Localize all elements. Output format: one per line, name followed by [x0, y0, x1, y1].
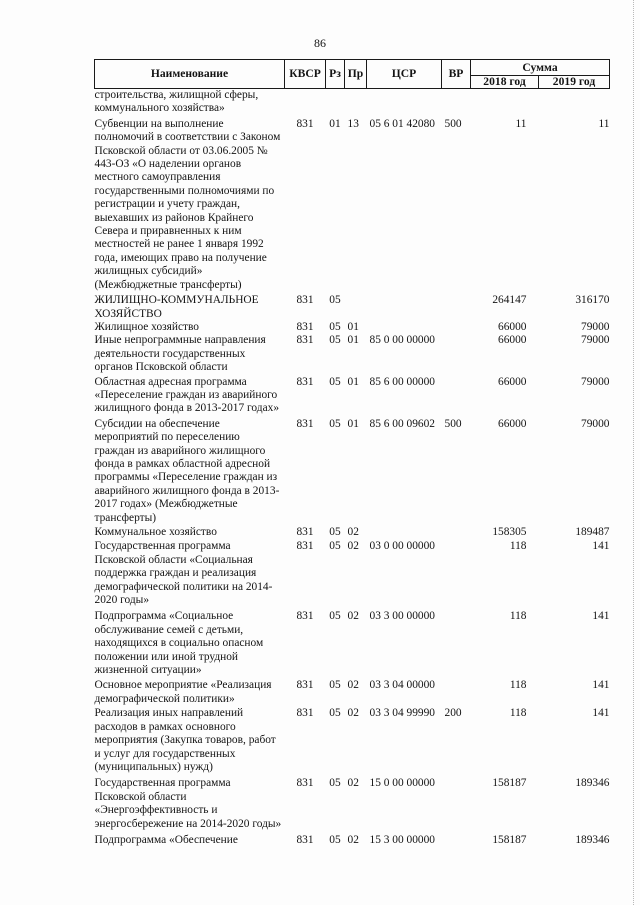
cell-s2019: 79000	[581, 334, 610, 347]
cell-vr	[442, 292, 471, 321]
table-row	[95, 89, 610, 116]
cell-vr	[442, 89, 471, 116]
table-row	[95, 416, 610, 525]
header-vr: ВР	[442, 60, 471, 89]
cell-s2019: 141	[592, 610, 610, 623]
cell-vr	[442, 334, 471, 374]
cell-csr: 05 6 01 42080	[369, 117, 435, 130]
cell-csr	[367, 292, 442, 321]
header-sum: Сумма	[471, 60, 610, 76]
cell-name: Областная адресная программа «Переселение граждан из аварийного жилищного фонда в 2013-2017 годах»	[94, 375, 280, 415]
cell-rz: 05	[329, 294, 341, 307]
cell-rz: 05	[329, 334, 341, 347]
table-row	[95, 677, 610, 706]
cell-s2019: 79000	[581, 417, 610, 430]
cell-pr: 02	[347, 679, 359, 692]
cell-kvsr: 831	[296, 334, 314, 347]
cell-rz	[326, 89, 345, 116]
cell-rz: 05	[329, 375, 341, 388]
header-name: Наименование	[95, 60, 285, 89]
page-number: 86	[314, 36, 326, 50]
cell-kvsr: 831	[296, 833, 314, 846]
table-row	[95, 116, 610, 292]
cell-rz: 05	[329, 320, 341, 333]
cell-vr	[442, 831, 471, 847]
cell-kvsr: 831	[296, 707, 314, 720]
cell-kvsr: 831	[296, 777, 314, 790]
cell-csr: 15 3 00 00000	[369, 833, 435, 846]
cell-pr: 01	[347, 417, 359, 430]
cell-pr: 02	[347, 707, 359, 720]
cell-name: Государственная программа Псковской области «Социальная поддержка граждан и реализация демографической политики на 2014-2020 годы»	[94, 540, 273, 607]
table-row	[95, 706, 610, 774]
cell-s2019: 316170	[575, 294, 610, 307]
cell-csr: 15 0 00 00000	[369, 777, 435, 790]
cell-csr: 85 6 00 09602	[369, 417, 435, 430]
cell-pr: 02	[347, 526, 359, 538]
table-row	[95, 607, 610, 677]
cell-kvsr: 831	[296, 375, 314, 388]
cell-pr: 01	[347, 375, 359, 388]
cell-csr: 03 3 04 00000	[369, 679, 435, 692]
cell-vr	[442, 774, 471, 831]
cell-name: Основное мероприятие «Реализация демографической политики»	[94, 679, 272, 705]
cell-csr: 85 6 00 00000	[369, 375, 435, 388]
cell-vr	[442, 677, 471, 706]
cell-vr	[442, 525, 471, 539]
table-row	[95, 292, 610, 321]
cell-rz: 05	[329, 707, 341, 720]
cell-name: Реализация иных направлений расходов в рамках основного мероприятия (Закупка товаров, работ и услуг для государственных (муниципальных) нужд)	[94, 707, 276, 773]
cell-s2019: 79000	[581, 320, 610, 333]
cell-pr	[345, 89, 367, 116]
cell-kvsr	[285, 89, 326, 116]
cell-rz: 05	[329, 417, 341, 430]
cell-s2019	[539, 89, 610, 116]
cell-name: Субвенции на выполнение полномочий в соответствии с Законом Псковской области от 03.06.2005 № 443-ОЗ «О наделении органов местного самоуправления государственными полномочиями по регистрации и учету граждан, выехавших из районов Крайнего Севера и приравненных к ним местностей не ранее 1 января 1992 года, имеющих право на получение жилищных субсидий» (Межбюджетные трансферты)	[94, 117, 281, 291]
cell-rz: 05	[329, 526, 341, 538]
cell-s2019: 189487	[575, 526, 610, 538]
cell-s2019: 141	[592, 679, 610, 692]
cell-csr: 03 3 04 99990	[369, 707, 435, 720]
cell-pr: 02	[347, 610, 359, 623]
cell-name: Коммунальное хозяйство	[94, 526, 217, 538]
table-row	[95, 525, 610, 539]
cell-s2019: 141	[592, 707, 610, 720]
cell-s2018: 118	[509, 707, 527, 720]
cell-name: строительства, жилищной сферы, коммунального хозяйства»	[94, 89, 259, 115]
cell-csr	[367, 321, 442, 334]
cell-kvsr: 831	[296, 610, 314, 623]
cell-name: ЖИЛИЩНО-КОММУНАЛЬНОЕ ХОЗЯЙСТВО	[94, 294, 259, 320]
budget-table	[94, 59, 610, 847]
cell-s2018: 66000	[498, 375, 527, 388]
header-pr: Пр	[345, 60, 367, 89]
cell-s2018: 118	[509, 610, 527, 623]
cell-pr: 02	[347, 833, 359, 846]
cell-pr: 13	[347, 117, 359, 130]
cell-s2018: 11	[515, 117, 527, 130]
cell-csr	[367, 525, 442, 539]
table-row	[95, 334, 610, 374]
table-row	[95, 774, 610, 831]
cell-kvsr: 831	[296, 540, 314, 553]
cell-vr	[442, 607, 471, 677]
cell-kvsr: 831	[296, 526, 314, 538]
cell-pr: 02	[347, 540, 359, 553]
cell-s2018: 66000	[498, 334, 527, 347]
page-edge	[633, 0, 634, 905]
cell-name: Субсидии на обеспечение мероприятий по переселению граждан из аварийного жилищного фонда в рамках областной адресной программы «Переселение граждан из аварийного жилищного фонда в 2013-2017 годах» (Межбюджетные трансферты)	[94, 417, 280, 524]
cell-name: Подпрограмма «Обеспечение	[94, 833, 238, 846]
cell-s2018: 158305	[492, 526, 527, 538]
cell-s2018: 264147	[492, 294, 527, 307]
cell-rz: 05	[329, 777, 341, 790]
cell-s2019: 189346	[575, 777, 610, 790]
cell-rz: 05	[329, 540, 341, 553]
table-row	[95, 831, 610, 847]
cell-kvsr: 831	[296, 117, 314, 130]
cell-pr: 01	[347, 320, 359, 333]
cell-s2019: 11	[598, 117, 610, 130]
cell-csr: 85 0 00 00000	[369, 334, 435, 347]
table-header	[95, 60, 610, 89]
cell-pr: 01	[347, 334, 359, 347]
cell-rz: 01	[329, 117, 341, 130]
cell-vr	[442, 539, 471, 607]
cell-rz: 05	[329, 610, 341, 623]
header-2019: 2019 год	[539, 76, 610, 89]
cell-s2019: 189346	[575, 833, 610, 846]
cell-vr	[442, 321, 471, 334]
cell-s2018	[471, 89, 539, 116]
cell-name: Государственная программа Псковской области «Энергоэффективность и энергосбережение на 2014-2020 годы»	[94, 777, 282, 830]
cell-s2018: 66000	[498, 320, 527, 333]
cell-s2018: 66000	[498, 417, 527, 430]
header-kvsr: КВСР	[285, 60, 326, 89]
cell-csr: 03 0 00 00000	[369, 540, 435, 553]
cell-name: Жилищное хозяйство	[94, 320, 200, 333]
cell-name: Иные непрограммные направления деятельности государственных органов Псковской области	[94, 334, 266, 374]
cell-vr: 500	[444, 417, 462, 430]
table-row	[95, 321, 610, 334]
cell-s2018: 118	[509, 679, 527, 692]
table-row	[95, 375, 610, 416]
cell-s2018: 158187	[492, 833, 527, 846]
cell-rz: 05	[329, 833, 341, 846]
cell-s2018: 118	[509, 540, 527, 553]
cell-kvsr: 831	[296, 294, 314, 307]
header-rz: Рз	[326, 60, 345, 89]
header-csr: ЦСР	[367, 60, 442, 89]
cell-pr: 02	[347, 777, 359, 790]
table-body	[95, 89, 610, 848]
cell-kvsr: 831	[296, 320, 314, 333]
cell-vr	[442, 375, 471, 416]
cell-pr	[345, 292, 367, 321]
cell-rz: 05	[329, 679, 341, 692]
header-2018: 2018 год	[471, 76, 539, 89]
cell-name: Подпрограмма «Социальное обслуживание семей с детьми, находящихся в социально опасном положении или иной трудной жизненной ситуации»	[94, 610, 264, 677]
cell-csr	[367, 89, 442, 116]
cell-vr: 200	[444, 707, 462, 720]
cell-kvsr: 831	[296, 417, 314, 430]
cell-vr: 500	[444, 117, 462, 130]
table-row	[95, 539, 610, 607]
cell-s2019: 79000	[581, 375, 610, 388]
cell-s2019: 141	[592, 540, 610, 553]
cell-s2018: 158187	[492, 777, 527, 790]
cell-csr: 03 3 00 00000	[369, 610, 435, 623]
cell-kvsr: 831	[296, 679, 314, 692]
